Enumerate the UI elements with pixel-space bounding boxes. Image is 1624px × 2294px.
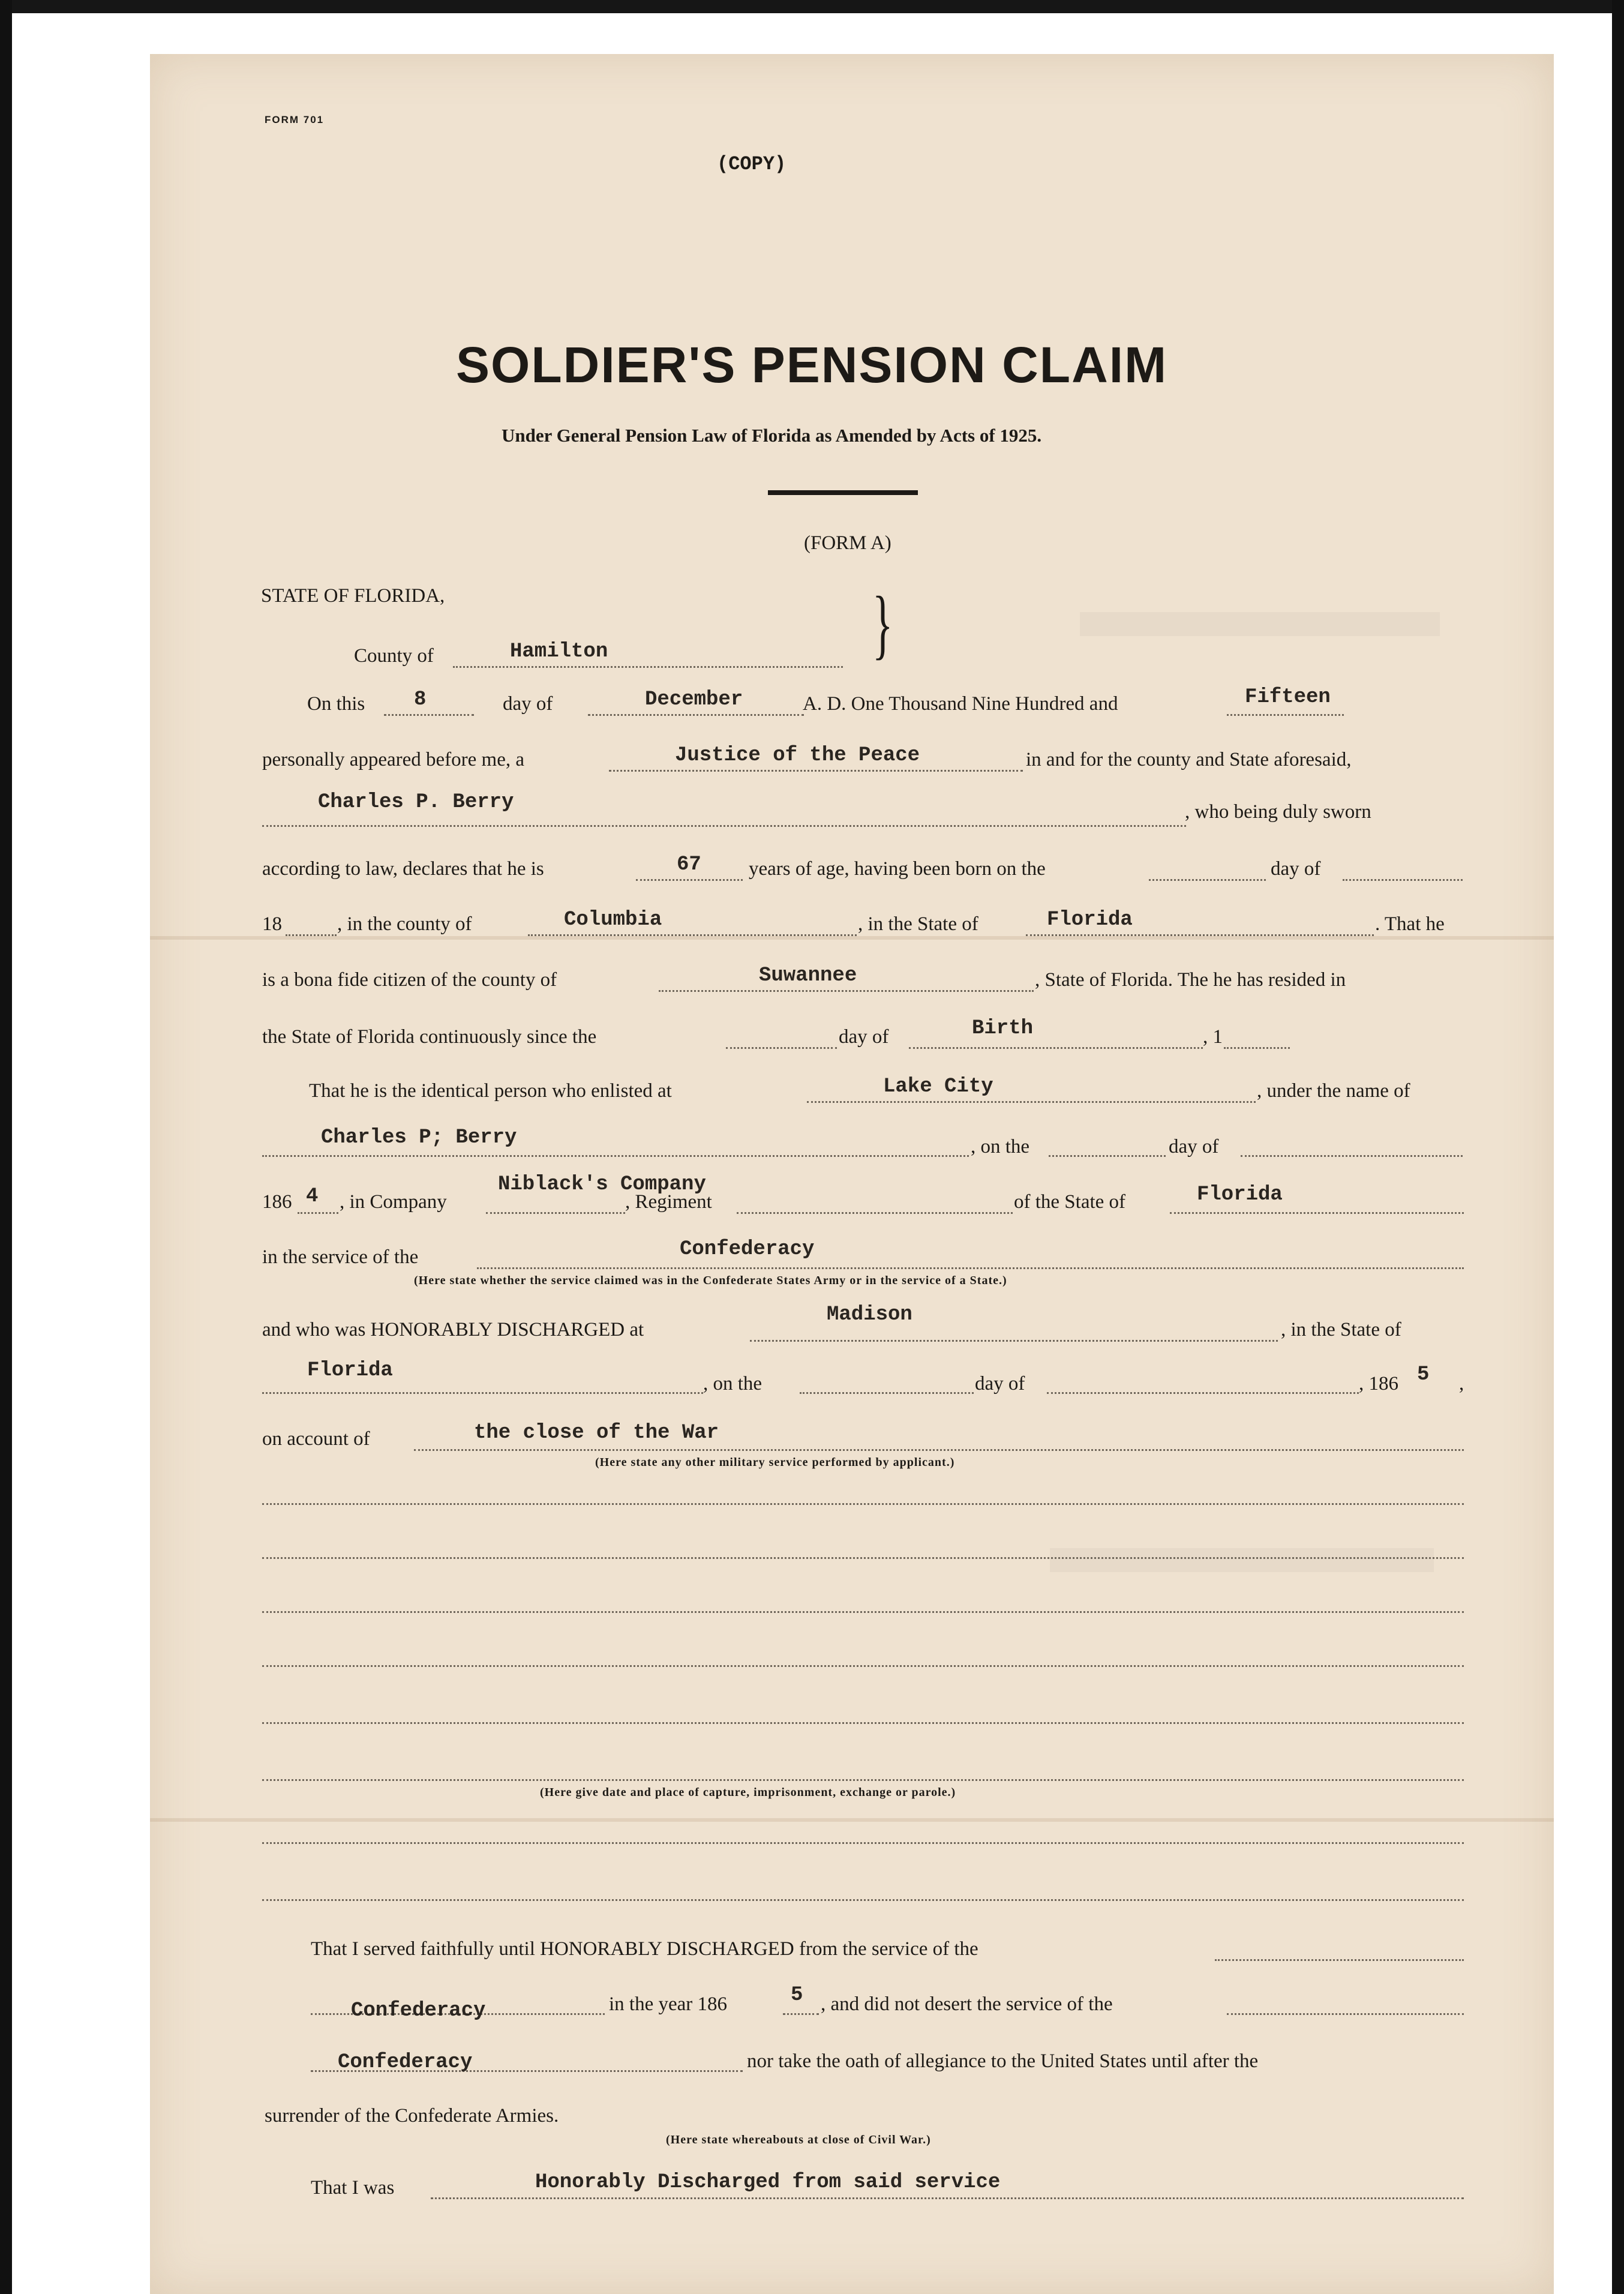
ad-label: A. D. One Thousand Nine Hundred and bbox=[803, 693, 1118, 715]
day-field-line bbox=[384, 714, 474, 716]
resided-day-field-line bbox=[726, 1047, 837, 1049]
birth-year-field-line bbox=[286, 934, 337, 936]
month-value: December bbox=[645, 688, 743, 711]
enlisted-place-field-line bbox=[807, 1101, 1256, 1103]
enlisted-place-value: Lake City bbox=[883, 1075, 993, 1098]
month-field-line bbox=[588, 714, 804, 716]
claimant-name: Charles P. Berry bbox=[318, 791, 514, 814]
form-label: (FORM A) bbox=[804, 532, 891, 554]
blank-field-line bbox=[262, 1722, 1464, 1724]
resided-since-label: the State of Florida continuously since the bbox=[262, 1026, 597, 1048]
discharge-month-field-line bbox=[1047, 1392, 1359, 1394]
form-title: SOLDIER'S PENSION CLAIM bbox=[456, 337, 1168, 393]
birth-county-field-line bbox=[528, 934, 857, 936]
served-service-value: Confederacy bbox=[351, 1999, 486, 2022]
under-name-label: , under the name of bbox=[1257, 1080, 1410, 1102]
company-value: Niblack's Company bbox=[498, 1173, 706, 1196]
copy-mark: (COPY) bbox=[717, 153, 787, 175]
resided-year-prefix: , 1 bbox=[1203, 1026, 1223, 1048]
year-field-line bbox=[1227, 714, 1344, 716]
desert-field-line bbox=[1227, 2013, 1464, 2015]
scanner-right-border bbox=[1612, 0, 1624, 2294]
title-divider bbox=[768, 490, 918, 495]
service-field-line bbox=[477, 1267, 1464, 1269]
discharge-day-field-line bbox=[800, 1392, 974, 1394]
blank-field-line bbox=[262, 1665, 1464, 1667]
served-field-line bbox=[1215, 1959, 1464, 1961]
enlisted-name-field-line bbox=[262, 1155, 969, 1157]
blank-field-line bbox=[262, 1611, 1464, 1613]
birth-day-of-label: day of bbox=[1271, 858, 1321, 880]
enlisted-month-field-line bbox=[1241, 1155, 1463, 1157]
in-company-label: , in Company bbox=[340, 1191, 447, 1213]
form-number: FORM 701 bbox=[265, 114, 325, 125]
county-label: County of bbox=[354, 645, 434, 667]
whereabouts-value: Honorably Discharged from said service bbox=[535, 2171, 1001, 2194]
account-field-line bbox=[414, 1449, 1464, 1451]
discharge-year-value: 5 bbox=[1417, 1363, 1430, 1386]
bleed-through-mark bbox=[1080, 612, 1440, 636]
enlisted-day-field-line bbox=[1049, 1155, 1166, 1157]
scanner-top-border bbox=[0, 0, 1624, 13]
regiment-field-line bbox=[737, 1212, 1013, 1214]
brace-symbol: } bbox=[872, 581, 893, 667]
state-header: STATE OF FLORIDA, bbox=[261, 585, 445, 607]
appeared-tail: in and for the county and State aforesaid, bbox=[1026, 749, 1352, 770]
county-of-label: , in the county of bbox=[337, 913, 472, 935]
resided-month-value: Birth bbox=[972, 1017, 1034, 1040]
age-label: according to law, declares that he is bbox=[262, 858, 544, 880]
discharge-on-the-label: , on the bbox=[703, 1373, 763, 1395]
discharge-year-prefix: , 186 bbox=[1359, 1373, 1398, 1395]
capture-note: (Here give date and place of capture, imprisonment, exchange or parole.) bbox=[540, 1786, 956, 1799]
company-field-line bbox=[486, 1212, 625, 1214]
born-label: years of age, having been born on the bbox=[749, 858, 1046, 880]
enlist-year-prefix: 186 bbox=[262, 1191, 292, 1213]
appeared-label: personally appeared before me, a bbox=[262, 749, 525, 770]
day-value: 8 bbox=[414, 688, 427, 711]
state-of-label: , in the State of bbox=[858, 913, 978, 935]
year-value: Fifteen bbox=[1245, 686, 1331, 709]
officer-value: Justice of the Peace bbox=[675, 744, 920, 767]
served-label: That I served faithfully until HONORABLY DISCHARGED from the service of the bbox=[311, 1938, 978, 1960]
resided-year-field-line bbox=[1224, 1047, 1290, 1049]
enlist-year-value: 4 bbox=[306, 1185, 319, 1208]
bleed-through-mark bbox=[1050, 1548, 1434, 1572]
that-he-label: . That he bbox=[1375, 913, 1445, 935]
form-subtitle: Under General Pension Law of Florida as Amended by Acts of 1925. bbox=[502, 425, 1042, 446]
discharged-label: and who was HONORABLY DISCHARGED at bbox=[262, 1319, 644, 1341]
blank-field-line bbox=[262, 1557, 1464, 1559]
blank-field-line bbox=[262, 1779, 1464, 1781]
oath-service-value: Confederacy bbox=[338, 2051, 473, 2074]
whereabouts-note: (Here state whereabouts at close of Civil War.) bbox=[666, 2133, 931, 2146]
officer-field-line bbox=[609, 770, 1023, 772]
served-year-label: in the year 186 bbox=[609, 1993, 728, 2015]
on-this-label: On this bbox=[307, 693, 365, 715]
resided-label: , State of Florida. The he has resided in bbox=[1035, 969, 1346, 991]
service-label: in the service of the bbox=[262, 1246, 419, 1268]
discharge-day-of-label: day of bbox=[975, 1373, 1025, 1395]
birth-state-field-line bbox=[1026, 934, 1374, 936]
birth-month-field-line bbox=[1343, 879, 1463, 881]
age-field-line bbox=[636, 879, 743, 881]
discharge-place-value: Madison bbox=[827, 1303, 912, 1326]
whereabouts-field-line bbox=[431, 2197, 1464, 2199]
county-value: Hamilton bbox=[510, 640, 608, 663]
company-state-value: Florida bbox=[1197, 1183, 1283, 1206]
served-year-value: 5 bbox=[791, 1984, 803, 2007]
discharge-state-value: Florida bbox=[307, 1359, 393, 1382]
on-the-label: , on the bbox=[971, 1136, 1030, 1158]
paper-fold-line bbox=[150, 936, 1554, 940]
resided-month-field-line bbox=[909, 1047, 1203, 1049]
desert-label: , and did not desert the service of the bbox=[821, 1993, 1113, 2015]
discharge-comma: , bbox=[1459, 1373, 1464, 1395]
county-field-line bbox=[453, 666, 843, 668]
birth-state-value: Florida bbox=[1047, 908, 1133, 931]
day-of-label: day of bbox=[503, 693, 553, 715]
company-state-field-line bbox=[1170, 1212, 1464, 1214]
citizen-label: is a bona fide citizen of the county of bbox=[262, 969, 557, 991]
duly-sworn-label: , who being duly sworn bbox=[1185, 801, 1371, 823]
served-year-field-line bbox=[783, 2013, 819, 2015]
oath-label: nor take the oath of allegiance to the United States until after the bbox=[747, 2050, 1259, 2072]
discharge-place-field-line bbox=[750, 1340, 1278, 1342]
enlist-year-field-line bbox=[298, 1212, 338, 1214]
account-label: on account of bbox=[262, 1428, 370, 1450]
regiment-label: , Regiment bbox=[625, 1191, 712, 1213]
service-note: (Here state whether the service claimed was in the Confederate States Army or in the service of a State.) bbox=[414, 1274, 1007, 1287]
service-value: Confederacy bbox=[680, 1238, 815, 1261]
age-value: 67 bbox=[677, 853, 701, 876]
enlisted-label: That he is the identical person who enlisted at bbox=[309, 1080, 672, 1102]
birth-county-value: Columbia bbox=[564, 908, 662, 931]
resided-day-of-label: day of bbox=[839, 1026, 889, 1048]
blank-field-line bbox=[262, 1899, 1464, 1901]
company-state-label: of the State of bbox=[1014, 1191, 1126, 1213]
discharge-state-label: , in the State of bbox=[1281, 1319, 1401, 1341]
that-i-was-label: That I was bbox=[311, 2177, 395, 2199]
birth-day-field-line bbox=[1149, 879, 1266, 881]
claimant-name-line bbox=[262, 825, 1186, 827]
scanner-left-border bbox=[0, 0, 12, 2294]
enlisted-name-value: Charles P; Berry bbox=[321, 1126, 517, 1149]
enlisted-day-of-label: day of bbox=[1169, 1136, 1219, 1158]
blank-field-line bbox=[262, 1503, 1464, 1505]
surrender-label: surrender of the Confederate Armies. bbox=[265, 2105, 559, 2127]
paper-fold-line bbox=[150, 1818, 1554, 1822]
military-note: (Here state any other military service performed by applicant.) bbox=[595, 1456, 955, 1469]
discharge-state-field-line bbox=[262, 1392, 703, 1394]
citizen-county-field-line bbox=[659, 990, 1034, 992]
citizen-county-value: Suwannee bbox=[759, 964, 857, 987]
account-value: the close of the War bbox=[474, 1422, 719, 1444]
birth-year-prefix: 18 bbox=[262, 913, 282, 935]
blank-field-line bbox=[262, 1842, 1464, 1844]
